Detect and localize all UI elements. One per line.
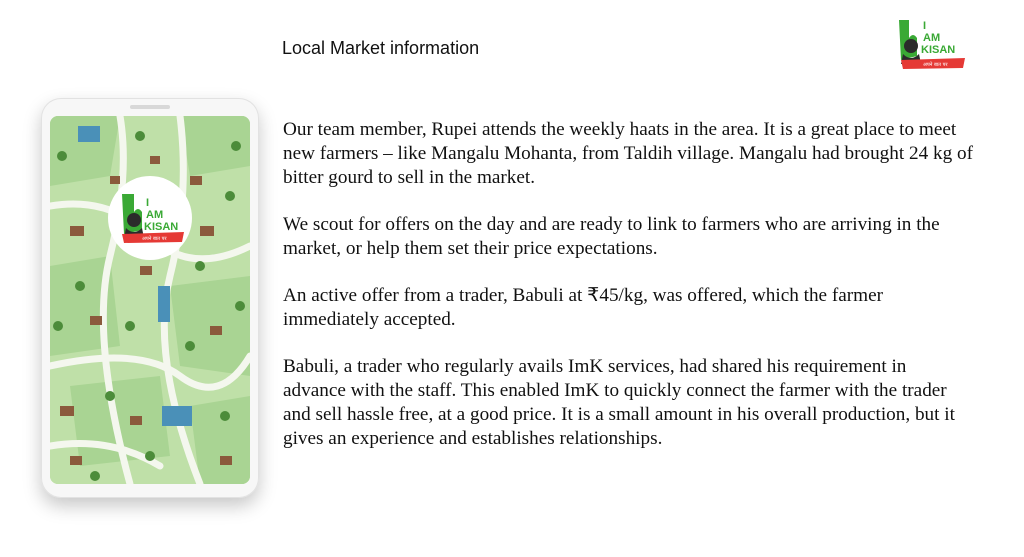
- logo-tagline: अपने बात पर: [923, 62, 948, 68]
- village-map-illustration: [50, 116, 250, 484]
- app-logo-line-kisan: KISAN: [144, 221, 179, 233]
- app-logo-line-i: I: [146, 197, 150, 209]
- body-text: [283, 118, 973, 474]
- logo-line-am: AM: [923, 32, 941, 44]
- app-logo-tagline: अपने बात पर: [142, 236, 167, 242]
- paragraph-scouting: We scout for offers on the day and are ready to link to farmers who are arriving in the market, or help them set their price expectations.: [283, 214, 940, 259]
- paragraph-offer: An active offer from a trader, Babuli at ₹45/kg, was offered, which the farmer immediately accepted.: [283, 285, 883, 330]
- phone-mockup: [41, 98, 259, 498]
- app-splash-screen: [50, 116, 250, 484]
- i-am-kisan-logo-graphic: [893, 16, 969, 72]
- logo-line-kisan: KISAN: [921, 44, 956, 56]
- phone-speaker: [130, 105, 170, 109]
- i-am-kisan-logo: [893, 16, 969, 72]
- app-logo-line-am: AM: [146, 209, 164, 221]
- paragraph-intro: Our team member, Rupei attends the weekly haats in the area. It is a great place to meet new farmers – like Mangalu Mohanta, from Taldih village. Mangalu had brought 24 kg of bitter gourd to sell in the market.: [283, 119, 973, 188]
- paragraph-trader: Babuli, a trader who regularly avails ImK services, had shared his requirement in advance with the staff. This enabled ImK to quickly connect the farmer with the trader and sell hassle free, at a good price. It is a small amount in his overall production, but it gives an experience and establishes relationships.: [283, 356, 955, 449]
- logo-line-i: I: [923, 20, 927, 32]
- slide-title: Local Market information: [282, 38, 480, 58]
